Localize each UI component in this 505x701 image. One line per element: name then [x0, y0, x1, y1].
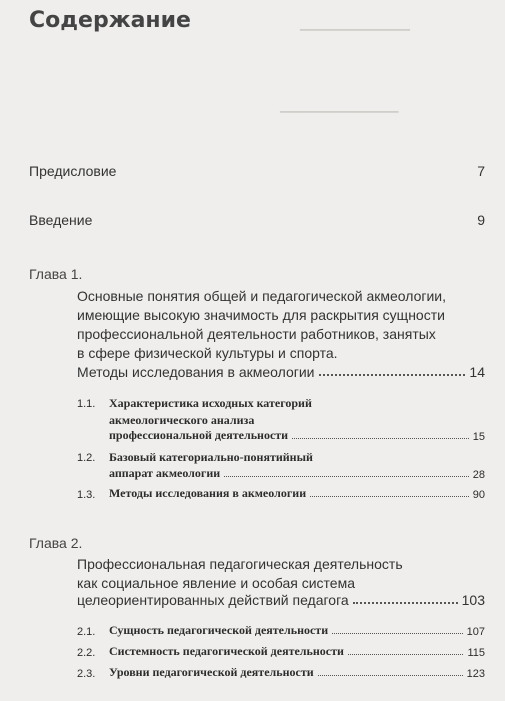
leader-dots: [319, 373, 466, 376]
leader-dots: [353, 601, 458, 604]
section-line: Характеристика исходных категорий: [109, 396, 312, 410]
title-line: Основные понятия общей и педагогической акмеологии,: [77, 288, 447, 304]
section-number: 1.3.: [77, 489, 96, 501]
toc-section-1-1[interactable]: [77, 395, 485, 443]
title-line: целеориентированных действий педагога: [77, 592, 349, 608]
leader-space: [96, 223, 473, 224]
title-line: как социальное явление и особая система: [77, 575, 356, 591]
section-number: 2.1.: [77, 626, 96, 638]
section-line: Системность педагогической деятельности: [109, 644, 344, 658]
chapter-1-label: Глава 1.: [29, 266, 83, 282]
title-line: имеющие высокую значимость для раскрытия сущности: [77, 307, 445, 323]
leader-dots: [348, 653, 464, 655]
toc-entry-preface[interactable]: [29, 163, 485, 179]
entry-page: 28: [472, 469, 485, 481]
entry-page: 103: [461, 592, 485, 608]
section-line: Базовый категориально-понятийный: [109, 450, 313, 464]
toc-section-2-2[interactable]: [77, 644, 485, 659]
section-number: 2.2.: [77, 647, 96, 659]
section-line: Сущность педагогической деятельности: [109, 623, 329, 637]
entry-title: Введение: [29, 212, 93, 228]
section-line: аппарат акмеологии: [109, 466, 221, 480]
title-line: в сфере физической культуры и спорта.: [77, 345, 338, 361]
chapter-1-last-line[interactable]: [77, 364, 485, 380]
section-line: акмеологического анализа: [109, 413, 255, 427]
entry-page: 9: [477, 212, 485, 228]
bleed-through-text: ▁▁▁▁▁▁▁▁▁▁▁▁▁: [300, 19, 410, 31]
leader-dots: [332, 632, 463, 634]
leader-dots: [318, 674, 463, 676]
title-line: Профессиональная педагогическая деятельность: [77, 556, 403, 572]
entry-page: 115: [467, 647, 485, 659]
entry-page: 107: [466, 626, 485, 638]
chapter-2-title[interactable]: [77, 555, 487, 593]
chapter-2-label: Глава 2.: [29, 535, 83, 551]
section-line: профессиональной деятельности: [109, 428, 289, 442]
entry-page: 90: [472, 489, 485, 501]
entry-title: Предисловие: [29, 163, 117, 179]
section-line: Методы исследования в акмеологии: [109, 486, 307, 500]
toc-section-2-1[interactable]: [77, 623, 485, 638]
entry-page: 15: [472, 431, 485, 443]
leader-dots: [310, 495, 469, 497]
section-line: Уровни педагогической деятельности: [109, 665, 314, 679]
title-line: Методы исследования в акмеологии: [77, 364, 315, 380]
leader-dots: [224, 475, 469, 477]
bleed-through-text: ▁▁▁▁▁▁▁▁▁▁▁▁▁▁: [280, 101, 399, 113]
toc-section-1-3[interactable]: [77, 486, 485, 501]
section-number: 1.2.: [77, 452, 96, 464]
section-number: 2.3.: [77, 668, 96, 680]
entry-page: 14: [469, 364, 485, 380]
chapter-2-last-line[interactable]: [77, 592, 485, 608]
leader-space: [120, 174, 473, 175]
page-title: Содержание: [29, 8, 191, 33]
leader-dots: [292, 437, 469, 439]
entry-page: 7: [477, 163, 485, 179]
section-number: 1.1.: [77, 398, 96, 410]
entry-page: 123: [466, 668, 485, 680]
toc-section-1-2[interactable]: [77, 449, 485, 481]
toc-entry-intro[interactable]: [29, 212, 485, 228]
chapter-1-title[interactable]: [77, 287, 487, 363]
toc-section-2-3[interactable]: [77, 665, 485, 680]
title-line: профессиональной деятельности работников, занятых: [77, 326, 436, 342]
